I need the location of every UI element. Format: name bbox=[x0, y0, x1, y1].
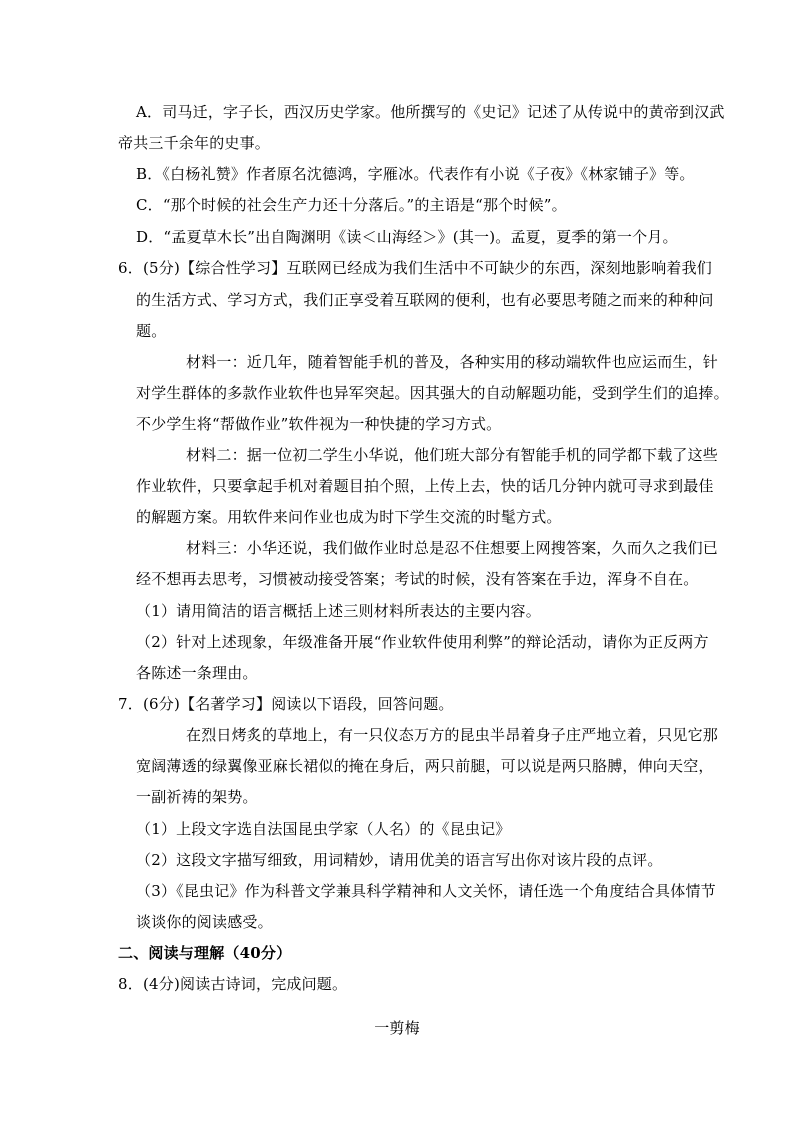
question-7-sub-3-line-1: （3）《昆虫记》作为科普文学兼具科学精神和人文关怀，请任选一个角度结合具体情节 bbox=[136, 882, 716, 900]
option-d-line: D．“孟夏草木长”出自陶渊明《读＜山海经＞》(其一)。孟夏，夏季的第一个月。 bbox=[136, 228, 678, 246]
material-2-line-1: 材料二：据一位初二学生小华说，他们班大部分有智能手机的同学都下载了这些 bbox=[186, 446, 719, 464]
option-a-line-1: A．司马迁，字子长，西汉历史学家。他所撰写的《史记》记述了从传说中的黄帝到汉武 bbox=[136, 103, 725, 121]
question-6-sub-2-line-1: （2）针对上述现象，年级准备开展“作业软件使用利弊”的辩论活动，请你为正反两方 bbox=[136, 633, 709, 651]
question-6-line-2: 的生活方式、学习方式，我们正享受着互联网的便利，也有必要思考随之而来的种种问 bbox=[136, 291, 714, 309]
question-7-sub-2: （2）这段文字描写细致，用词精妙，请用优美的语言写出你对该片段的点评。 bbox=[136, 851, 663, 869]
material-3-line-1: 材料三：小华还说，我们做作业时总是忍不住想要上网搜答案，久而久之我们已 bbox=[186, 539, 719, 557]
option-c-line: C．“那个时候的社会生产力还十分落后。”的主语是“那个时候”。 bbox=[136, 196, 567, 214]
question-7-line: 7．(6分)【名著学习】阅读以下语段，回答问题。 bbox=[118, 695, 454, 713]
material-1-line-2: 对学生群体的多款作业软件也异军突起。因其强大的自动解题功能，受到学生们的追捧。 bbox=[136, 384, 729, 402]
passage-line-3: 一副祈祷的架势。 bbox=[136, 788, 258, 806]
material-3-line-2: 经不想再去思考，习惯被动接受答案；考试的时候，没有答案在手边，浑身不自在。 bbox=[136, 570, 699, 588]
section-2-heading: 二、阅读与理解（40分） bbox=[118, 944, 292, 962]
question-8-line: 8．(4分)阅读古诗词，完成问题。 bbox=[118, 975, 348, 993]
option-b-line: B．《白杨礼赞》作者原名沈德鸿，字雁冰。代表作有小说《子夜》《林家铺子》等。 bbox=[136, 165, 695, 183]
question-6-sub-2-line-2: 各陈述一条理由。 bbox=[136, 664, 258, 682]
material-2-line-3: 的解题方案。用软件来问作业也成为时下学生交流的时髦方式。 bbox=[136, 508, 562, 526]
question-6-line-3: 题。 bbox=[136, 322, 167, 340]
material-2-line-2: 作业软件，只要拿起手机对着题目拍个照，上传上去，快的话几分钟内就可寻求到最佳 bbox=[136, 477, 714, 495]
question-7-sub-3-line-2: 谈谈你的阅读感受。 bbox=[136, 913, 273, 931]
passage-line-2: 宽阔薄透的绿翼像亚麻长裙似的掩在身后，两只前腿，可以说是两只胳膊，伸向天空， bbox=[136, 757, 714, 775]
option-a-line-2: 帝共三千余年的史事。 bbox=[118, 134, 271, 152]
question-7-sub-1: （1）上段文字选自法国昆虫学家（人名）的《昆虫记》 bbox=[136, 820, 511, 838]
question-6-sub-1: （1）请用简洁的语言概括上述三则材料所表达的主要内容。 bbox=[136, 602, 541, 620]
material-1-line-3: 不少学生将“帮做作业”软件视为一种快捷的学习方式。 bbox=[136, 415, 502, 433]
question-6-line-1: 6．(5分)【综合性学习】互联网已经成为我们生活中不可缺少的东西，深刻地影响着我们 bbox=[118, 259, 712, 277]
poem-title: 一剪梅 bbox=[374, 1019, 420, 1037]
passage-line-1: 在烈日烤炙的草地上，有一只仪态万方的昆虫半昂着身子庄严地立着，只见它那 bbox=[186, 726, 719, 744]
material-1-line-1: 材料一：近几年，随着智能手机的普及，各种实用的移动端软件也应运而生，针 bbox=[186, 353, 719, 371]
